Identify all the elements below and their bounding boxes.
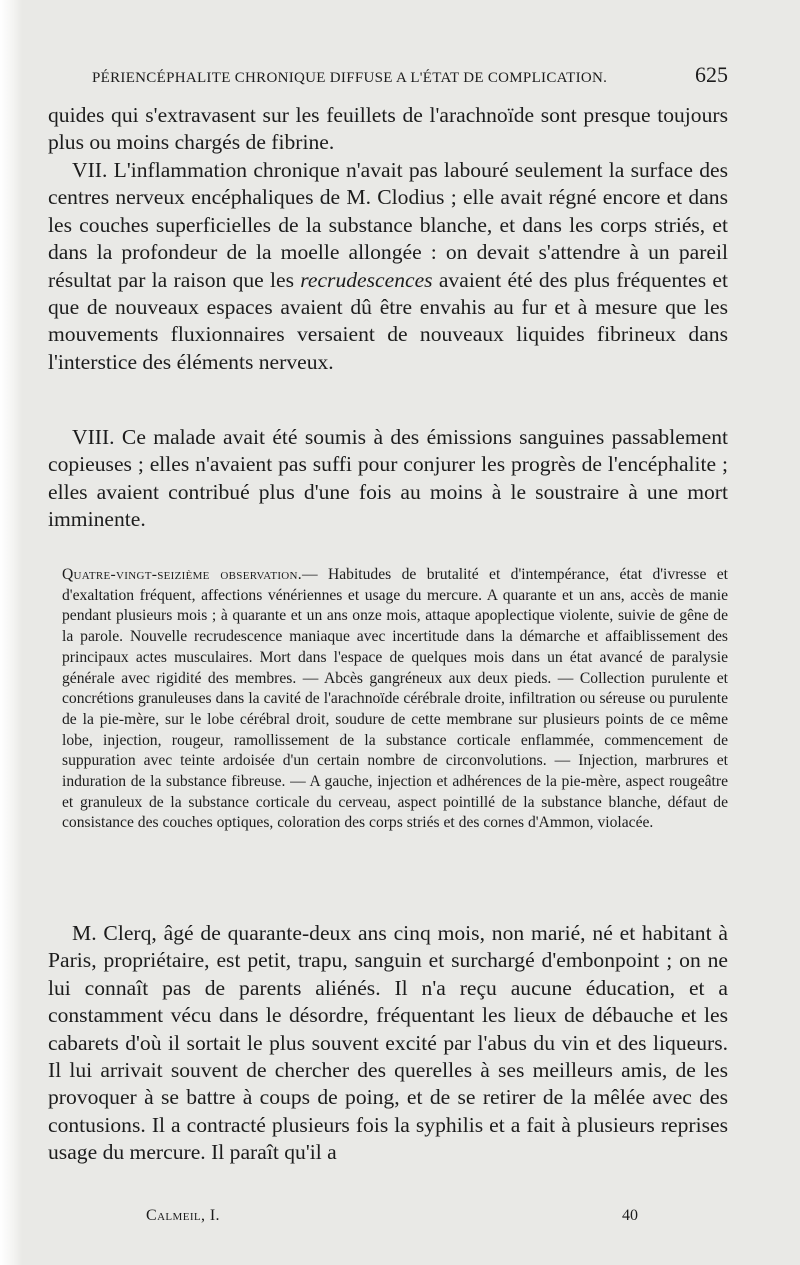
footer-author: Calmeil, I.: [146, 1207, 220, 1224]
observation-body: — Habitudes de brutalité et d'intempérance, état d'ivresse et d'exaltation fréquent, affections vénériennes et usage du mercure. A quarante et un ans, accès de manie pendant plusieurs mois ; à quarante et un ans onze mois, attaque apoplectique violente, suivie de gêne de la parole. Nouvelle recrudescence maniaque avec incertitude dans la démarche et affaiblissement des principaux actes musculaires. Mort dans l'espace de quelques mois dans un état avancé de paralysie générale avec rigidité des membres. — Abcès gangréneux aux deux pieds. — Collection purulente et concrétions granuleuses dans la cavité de l'arachnoïde cérébrale droite, infiltration ou séreuse ou purulente de la pie-mère, sur le lobe cérébral droit, soudure de cette membrane sur plusieurs points de ce même lobe, injection, rougeur, ramollissement de la substance corticale enflammée, commencement de suppuration avec teinte ardoisée d'un certain nombre de circonvolutions. — Injection, marbrures et induration de la substance fibreuse. — A gauche, injection et adhérences de la pie-mère, aspect rougeâtre et granuleux de la substance corticale du cerveau, aspect pointillé de la substance blanche, défaut de consistance des couches optiques, coloration des corps striés et des cornes d'Ammon, violacée.: [62, 566, 729, 832]
paragraph-text: M. Clerq, âgé de quarante-deux ans cinq mois, non marié, né et habitant à Paris, propriétaire, est petit, trapu, sanguin et surchargé d'embonpoint ; on ne lui connaît pas de parents aliénés. Il n'a reçu aucune éducation, et a constamment vécu dans le désordre, fréquentant les lieux de débauche et les cabarets d'où il sortait le plus souvent excité par l'abus du vin et des liqueurs. Il lui arrivait souvent de chercher des querelles à ses meilleurs amis, de les provoquer à se battre à coups de poing, et de se retirer de la mêlée avec des contusions. Il a contracté plusieurs fois la syphilis et a fait à plusieurs reprises usage du mercure. Il paraît qu'il a: [48, 921, 728, 1165]
paragraph-viii: [48, 424, 728, 534]
italic-term: recrudescences: [300, 267, 433, 292]
paragraph-continuation: [48, 102, 728, 157]
observation-title: Quatre-vingt-seizième observation.: [62, 566, 302, 583]
paragraph-text-end: avaient été des plus fréquentes et que de nouveaux espaces avaient dû être envahis au fur et à mesure que les mouvements fluxionnaires versaient de nouveaux liquides fibrineux dans l'interstice des éléments nerveux.: [48, 267, 729, 374]
page-header: [92, 62, 728, 90]
signature-mark: 40: [622, 1207, 638, 1224]
running-head: PÉRIENCÉPHALITE CHRONIQUE DIFFUSE A L'ÉTAT DE COMPLICATION.: [92, 70, 608, 86]
paragraph-vii: [48, 157, 728, 376]
observation-summary: [62, 565, 728, 834]
paragraph-text: VIII. Ce malade avait été soumis à des émissions sanguines passablement copieuses ; elles n'avaient pas suffi pour conjurer les progrès de l'encéphalite ; elles avaient contribué plus d'une fois au moins à le soustraire à une mort imminente.: [48, 425, 728, 532]
paragraph-text: VII. L'inflammation chronique n'avait pas labouré seulement la surface des centres nerveux encéphaliques de M. Clodius ; elle avait régné encore et dans les couches superficielles de la substance blanche, et dans les corps striés, et dans la profondeur de la moelle allongée : on devait s'attendre à un pareil résultat par la raison que les: [48, 158, 728, 292]
paragraph-case-clerq: [48, 920, 728, 1167]
page-footer: [146, 1207, 638, 1225]
paragraph-text: quides qui s'extravasent sur les feuillets de l'arachnoïde sont presque toujours plus ou moins chargés de fibrine.: [48, 103, 728, 155]
page-number: 625: [695, 62, 728, 87]
